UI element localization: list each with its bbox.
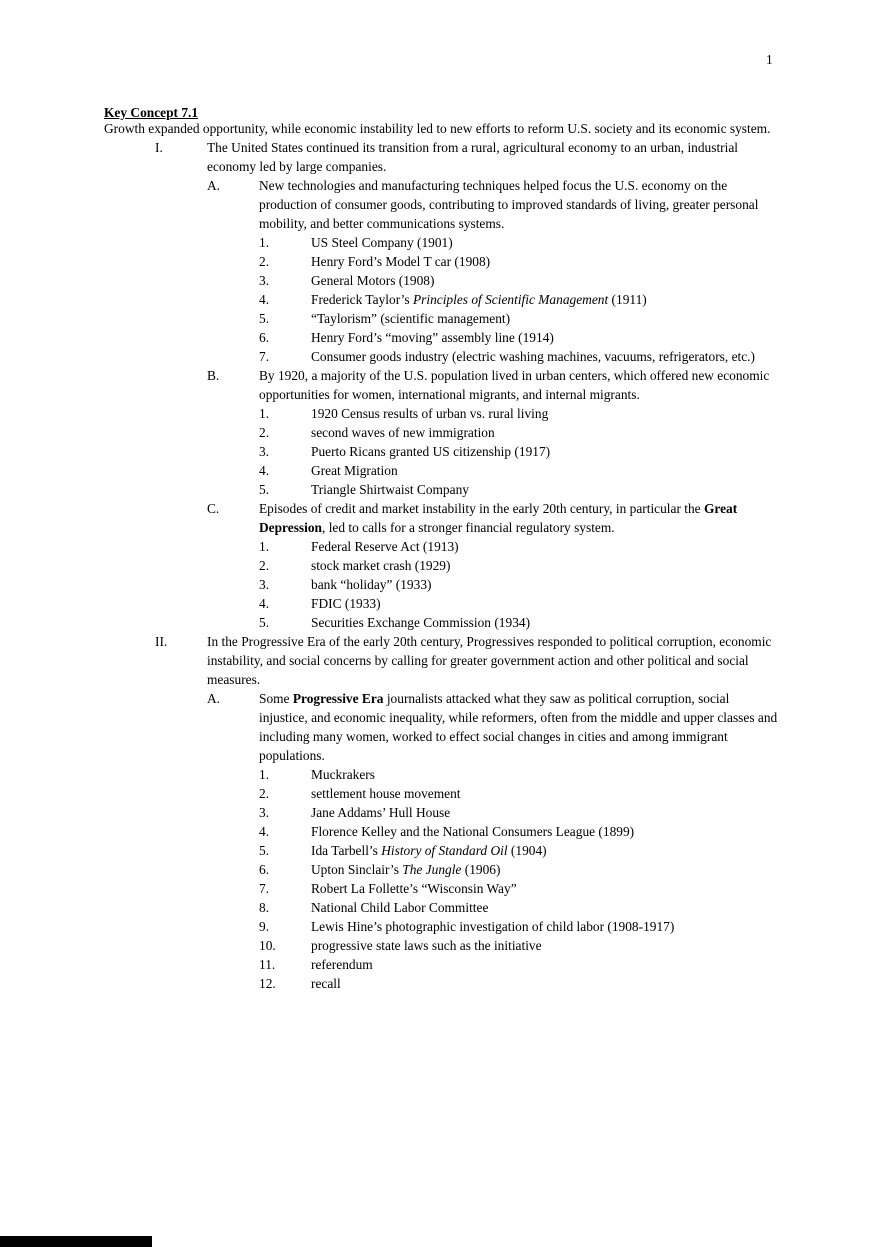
- italic-text: The Jungle: [402, 861, 462, 877]
- item-I-C-5: [104, 613, 778, 632]
- item-I-C-4-text: [311, 596, 381, 611]
- item-I-B-2-text: [311, 425, 495, 440]
- item-I-A-3: [104, 271, 778, 290]
- item-I-B-3-label: 3.: [259, 443, 270, 459]
- subsection-I-C-text: [259, 501, 737, 535]
- text-run: Henry Ford’s Model T car (1908): [311, 253, 491, 269]
- item-II-A-9-label: 9.: [259, 918, 270, 934]
- text-run: recall: [311, 975, 341, 991]
- item-II-A-1-label: 1.: [259, 766, 270, 782]
- item-II-A-12-text: [311, 976, 341, 991]
- item-I-A-2-label: 2.: [259, 253, 270, 269]
- item-II-A-6-label: 6.: [259, 861, 270, 877]
- item-II-A-11-text: [311, 957, 373, 972]
- item-I-B-5-text: [311, 482, 469, 497]
- item-II-A-7-label: 7.: [259, 880, 270, 896]
- subsection-I-A: [104, 176, 778, 233]
- italic-text: Principles of Scientific Management: [412, 291, 609, 307]
- text-run: Securities Exchange Commission (1934): [311, 614, 531, 630]
- text-run: Robert La Follette’s “Wisconsin Way”: [311, 880, 517, 896]
- text-run: progressive state laws such as the initiative: [311, 937, 542, 953]
- item-II-A-5-label: 5.: [259, 842, 270, 858]
- item-II-A-7: [104, 879, 778, 898]
- item-I-A-7-label: 7.: [259, 348, 270, 364]
- text-run: “Taylorism” (scientific management): [311, 310, 511, 326]
- text-run: Triangle Shirtwaist Company: [311, 481, 469, 497]
- item-I-C-2-text: [311, 558, 450, 573]
- text-run: Federal Reserve Act (1913): [311, 538, 459, 554]
- intro-paragraph: Growth expanded opportunity, while economic instability led to new efforts to reform U.S. society and its economic system.: [104, 121, 771, 136]
- section-I: [104, 138, 778, 176]
- text-run: Upton Sinclair’s: [311, 861, 403, 877]
- subsection-I-C: [104, 499, 778, 537]
- section-I-text: [207, 140, 738, 174]
- italic-text: History of Standard Oil: [381, 842, 508, 858]
- subsection-I-C-label: C.: [207, 500, 220, 516]
- item-II-A-6-text: [311, 862, 500, 877]
- text-run: Florence Kelley and the National Consumers League (1899): [311, 823, 635, 839]
- item-II-A-12: [104, 974, 778, 993]
- text-run: US Steel Company (1901): [311, 234, 453, 250]
- text-run: (1906): [461, 861, 501, 877]
- item-I-A-2: [104, 252, 778, 271]
- text-run: 1920 Census results of urban vs. rural living: [311, 405, 549, 421]
- subsection-I-B: [104, 366, 778, 404]
- item-I-A-7-text: [311, 349, 755, 364]
- item-I-A-1: [104, 233, 778, 252]
- item-I-B-4: [104, 461, 778, 480]
- text-run: (1904): [507, 842, 547, 858]
- item-I-B-4-label: 4.: [259, 462, 270, 478]
- item-II-A-6: [104, 860, 778, 879]
- text-run: Lewis Hine’s photographic investigation of child labor (1908-1917): [311, 918, 675, 934]
- subsection-I-B-text: [259, 368, 769, 402]
- item-II-A-11: [104, 955, 778, 974]
- item-I-B-5-label: 5.: [259, 481, 270, 497]
- text-run: Episodes of credit and market instability in the early 20th century, in particular the: [259, 500, 704, 516]
- text-run: National Child Labor Committee: [311, 899, 489, 915]
- item-I-B-1-label: 1.: [259, 405, 270, 421]
- item-II-A-8-text: [311, 900, 488, 915]
- item-II-A-3-text: [311, 805, 450, 820]
- text-run: referendum: [311, 956, 373, 972]
- item-I-C-5-label: 5.: [259, 614, 270, 630]
- text-run: In the Progressive Era of the early 20th century, Progressives responded to political corruption, economic instability, and social concerns by calling for greater government action and other political and social measures.: [207, 633, 772, 687]
- text-run: Great Migration: [311, 462, 398, 478]
- bold-text: Progressive Era: [292, 690, 384, 706]
- text-run: , led to calls for a stronger financial regulatory system.: [322, 519, 615, 535]
- item-II-A-12-label: 12.: [259, 975, 276, 991]
- item-I-A-2-text: [311, 254, 490, 269]
- item-I-A-6-label: 6.: [259, 329, 270, 345]
- page-number: 1: [766, 52, 773, 67]
- item-I-C-4: [104, 594, 778, 613]
- item-I-A-6: [104, 328, 778, 347]
- text-run: stock market crash (1929): [311, 557, 451, 573]
- text-run: New technologies and manufacturing techniques helped focus the U.S. economy on the production of consumer goods, contributing to improved standards of living, greater personal mobility, and better communications systems.: [259, 177, 759, 231]
- subsection-I-A-label: A.: [207, 177, 221, 193]
- item-I-B-4-text: [311, 463, 398, 478]
- item-II-A-3-label: 3.: [259, 804, 270, 820]
- item-I-C-3: [104, 575, 778, 594]
- subsection-II-A-label: A.: [207, 690, 221, 706]
- item-I-C-1-text: [311, 539, 459, 554]
- document-title: Key Concept 7.1: [104, 105, 199, 120]
- item-II-A-8-label: 8.: [259, 899, 270, 915]
- subsection-I-B-label: B.: [207, 367, 220, 383]
- item-I-A-4-label: 4.: [259, 291, 270, 307]
- item-I-A-5: [104, 309, 778, 328]
- item-I-A-5-text: [311, 311, 510, 326]
- subsection-II-A: [104, 689, 778, 765]
- item-I-B-3-text: [311, 444, 550, 459]
- text-run: Henry Ford’s “moving” assembly line (1914): [311, 329, 554, 345]
- bold-text: Great Depression: [259, 500, 738, 535]
- item-I-A-7: [104, 347, 778, 366]
- item-I-C-5-text: [311, 615, 530, 630]
- item-II-A-4-text: [311, 824, 634, 839]
- section-II-label: II.: [155, 633, 168, 649]
- item-II-A-7-text: [311, 881, 517, 896]
- item-I-A-4: [104, 290, 778, 309]
- section-I-label: I.: [155, 139, 163, 155]
- item-I-A-3-label: 3.: [259, 272, 270, 288]
- text-run: Frederick Taylor’s: [311, 291, 413, 307]
- subsection-I-A-text: [259, 178, 758, 231]
- section-II: [104, 632, 778, 689]
- text-run: Ida Tarbell’s: [311, 842, 382, 858]
- item-I-C-2-label: 2.: [259, 557, 270, 573]
- item-II-A-1: [104, 765, 778, 784]
- item-II-A-10: [104, 936, 778, 955]
- item-I-A-5-label: 5.: [259, 310, 270, 326]
- item-I-C-1: [104, 537, 778, 556]
- item-I-C-3-label: 3.: [259, 576, 270, 592]
- item-II-A-3: [104, 803, 778, 822]
- item-I-A-6-text: [311, 330, 554, 345]
- text-run: journalists attacked what they saw as political corruption, social injustice, and economic inequality, while reformers, often from the middle and upper classes and including many women, worked to effect social changes in cities and among immigrant populations.: [259, 690, 778, 763]
- section-II-text: [207, 634, 771, 687]
- text-run: second waves of new immigration: [311, 424, 495, 440]
- item-II-A-2-label: 2.: [259, 785, 270, 801]
- text-run: Some: [259, 690, 293, 706]
- item-II-A-9-text: [311, 919, 674, 934]
- bottom-edge-artifact: [0, 1236, 152, 1247]
- text-run: Muckrakers: [311, 766, 375, 782]
- text-run: settlement house movement: [311, 785, 461, 801]
- item-II-A-10-label: 10.: [259, 937, 276, 953]
- item-I-A-3-text: [311, 273, 434, 288]
- item-II-A-8: [104, 898, 778, 917]
- item-I-B-1: [104, 404, 778, 423]
- subsection-II-A-text: [259, 691, 777, 763]
- item-II-A-10-text: [311, 938, 542, 953]
- text-run: bank “holiday” (1933): [311, 576, 432, 592]
- item-II-A-9: [104, 917, 778, 936]
- item-I-A-4-text: [311, 292, 647, 307]
- item-I-C-3-text: [311, 577, 431, 592]
- text-run: (1911): [608, 291, 647, 307]
- item-II-A-2: [104, 784, 778, 803]
- item-II-A-2-text: [311, 786, 461, 801]
- item-II-A-5-text: [311, 843, 547, 858]
- text-run: Jane Addams’ Hull House: [311, 804, 451, 820]
- text-run: Consumer goods industry (electric washing machines, vacuums, refrigerators, etc.): [311, 348, 755, 364]
- document-content: [104, 104, 778, 993]
- item-I-B-1-text: [311, 406, 548, 421]
- text-run: By 1920, a majority of the U.S. population lived in urban centers, which offered new economic opportunities for women, international migrants, and internal migrants.: [259, 367, 770, 402]
- item-I-A-1-label: 1.: [259, 234, 270, 250]
- item-I-B-3: [104, 442, 778, 461]
- item-I-C-1-label: 1.: [259, 538, 270, 554]
- item-I-C-4-label: 4.: [259, 595, 270, 611]
- item-II-A-11-label: 11.: [259, 956, 276, 972]
- text-run: The United States continued its transition from a rural, agricultural economy to an urban, industrial economy led by large companies.: [207, 139, 739, 174]
- item-II-A-5: [104, 841, 778, 860]
- outline: [104, 138, 778, 993]
- item-I-B-5: [104, 480, 778, 499]
- item-I-C-2: [104, 556, 778, 575]
- item-I-A-1-text: [311, 235, 453, 250]
- item-II-A-1-text: [311, 767, 375, 782]
- item-I-B-2-label: 2.: [259, 424, 270, 440]
- text-run: Puerto Ricans granted US citizenship (1917): [311, 443, 551, 459]
- text-run: General Motors (1908): [311, 272, 435, 288]
- text-run: FDIC (1933): [311, 595, 381, 611]
- item-II-A-4-label: 4.: [259, 823, 270, 839]
- item-I-B-2: [104, 423, 778, 442]
- item-II-A-4: [104, 822, 778, 841]
